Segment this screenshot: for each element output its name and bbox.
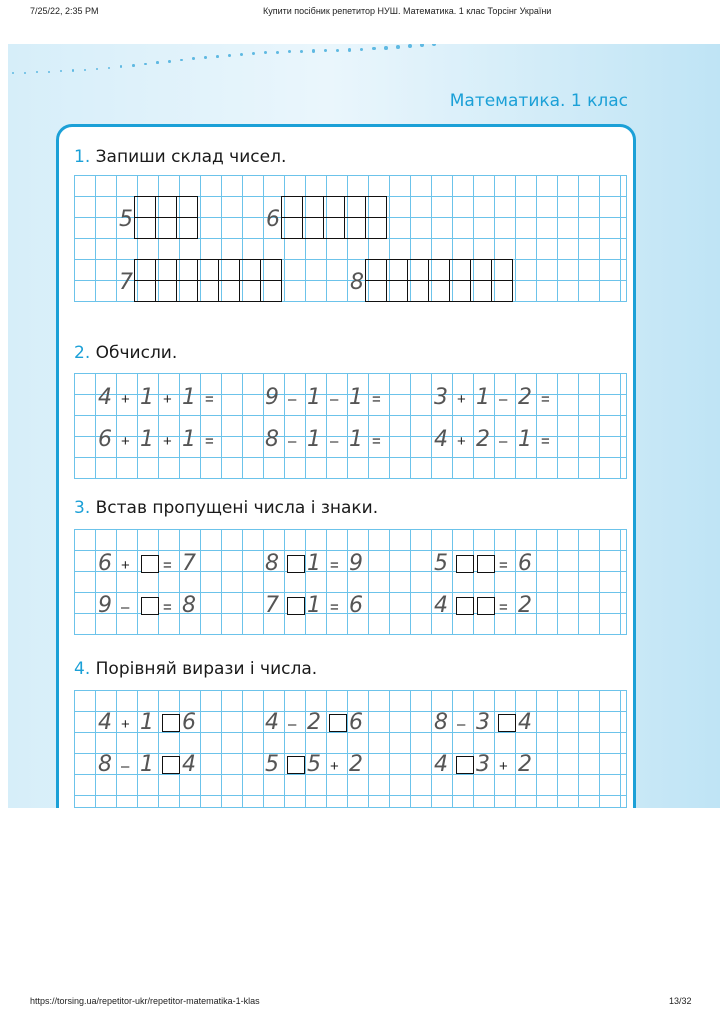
operator: – xyxy=(121,758,130,775)
answer-cell[interactable] xyxy=(344,196,366,218)
handwritten-digit: 1 xyxy=(140,385,154,410)
handwritten-digit: 3 xyxy=(476,710,490,735)
handwritten-digit: 3 xyxy=(434,385,448,410)
answer-cell[interactable] xyxy=(323,196,345,218)
answer-box[interactable] xyxy=(456,756,474,774)
answer-cell[interactable] xyxy=(470,259,492,281)
dot xyxy=(36,71,38,73)
operator: + xyxy=(121,433,130,450)
handwritten-digit: 1 xyxy=(140,427,154,452)
task-number: 1. xyxy=(74,147,91,167)
handwritten-digit: 9 xyxy=(265,385,279,410)
operator: + xyxy=(163,433,172,450)
answer-box[interactable] xyxy=(329,714,347,732)
operator: – xyxy=(330,433,339,450)
answer-box[interactable] xyxy=(162,756,180,774)
answer-box[interactable] xyxy=(477,597,495,615)
handwritten-digit: 2 xyxy=(476,427,490,452)
answer-box[interactable] xyxy=(498,714,516,732)
dot xyxy=(84,69,86,71)
answer-cell[interactable] xyxy=(218,259,240,281)
dot xyxy=(372,47,376,51)
handwritten-digit: 6 xyxy=(98,551,112,576)
answer-box[interactable] xyxy=(141,597,159,615)
dot xyxy=(96,68,98,70)
task-text: Обчисли. xyxy=(95,343,178,363)
handwritten-digit: 9 xyxy=(349,551,363,576)
handwritten-digit: 8 xyxy=(434,710,448,735)
handwritten-digit: 1 xyxy=(307,593,321,618)
answer-cell[interactable] xyxy=(302,217,324,239)
handwritten-digit: 2 xyxy=(518,593,532,618)
handwritten-digit: 1 xyxy=(140,752,154,777)
handwritten-number: 7 xyxy=(119,270,133,295)
handwritten-digit: 5 xyxy=(265,752,279,777)
answer-cell[interactable] xyxy=(323,217,345,239)
dot xyxy=(132,64,135,67)
answer-cell[interactable] xyxy=(176,280,198,302)
dot xyxy=(204,56,207,59)
operator: + xyxy=(330,758,339,775)
handwritten-digit: 1 xyxy=(307,385,321,410)
answer-cell[interactable] xyxy=(386,259,408,281)
answer-cell[interactable] xyxy=(470,280,492,302)
handwritten-digit: 6 xyxy=(518,551,532,576)
dot xyxy=(24,72,26,74)
dot xyxy=(360,48,363,51)
operator: – xyxy=(457,716,466,733)
operator: = xyxy=(541,433,550,450)
handwritten-digit: 4 xyxy=(434,593,448,618)
answer-cell[interactable] xyxy=(386,280,408,302)
answer-cell[interactable] xyxy=(365,217,387,239)
operator: = xyxy=(499,557,508,574)
answer-cell[interactable] xyxy=(260,280,282,302)
dot xyxy=(420,44,424,47)
handwritten-digit: 7 xyxy=(265,593,279,618)
handwritten-digit: 2 xyxy=(518,752,532,777)
handwritten-digit: 4 xyxy=(98,710,112,735)
dot xyxy=(192,57,195,60)
operator: – xyxy=(288,391,297,408)
handwritten-number: 8 xyxy=(350,270,364,295)
answer-cell[interactable] xyxy=(176,217,198,239)
answer-cell[interactable] xyxy=(176,196,198,218)
operator: + xyxy=(457,433,466,450)
workbook-page xyxy=(8,44,720,808)
operator: = xyxy=(330,557,339,574)
operator: – xyxy=(330,391,339,408)
handwritten-digit: 6 xyxy=(349,593,363,618)
dot xyxy=(72,69,74,71)
operator: – xyxy=(288,716,297,733)
operator: – xyxy=(499,391,508,408)
operator: + xyxy=(499,758,508,775)
handwritten-digit: 4 xyxy=(434,752,448,777)
operator: + xyxy=(121,716,130,733)
handwritten-digit: 4 xyxy=(265,710,279,735)
handwritten-digit: 6 xyxy=(182,710,196,735)
answer-cell[interactable] xyxy=(302,196,324,218)
answer-cell[interactable] xyxy=(197,259,219,281)
dot xyxy=(336,49,339,52)
subject-title: Математика. 1 клас xyxy=(449,91,628,111)
handwritten-digit: 5 xyxy=(434,551,448,576)
handwritten-digit: 4 xyxy=(98,385,112,410)
handwritten-digit: 4 xyxy=(518,710,532,735)
handwritten-digit: 1 xyxy=(182,385,196,410)
handwritten-digit: 1 xyxy=(518,427,532,452)
answer-cell[interactable] xyxy=(491,259,513,281)
dot xyxy=(396,45,400,49)
dot xyxy=(180,59,183,62)
operator: – xyxy=(121,599,130,616)
answer-cell[interactable] xyxy=(239,280,261,302)
answer-cell[interactable] xyxy=(281,196,303,218)
answer-cell[interactable] xyxy=(197,280,219,302)
dot xyxy=(324,49,327,52)
handwritten-digit: 2 xyxy=(518,385,532,410)
task-number: 3. xyxy=(74,498,91,518)
answer-cell[interactable] xyxy=(365,259,387,281)
answer-box[interactable] xyxy=(141,555,159,573)
answer-cell[interactable] xyxy=(344,217,366,239)
answer-box[interactable] xyxy=(456,597,474,615)
answer-cell[interactable] xyxy=(239,259,261,281)
handwritten-digit: 1 xyxy=(349,427,363,452)
dot xyxy=(120,65,122,67)
answer-box[interactable] xyxy=(477,555,495,573)
answer-cell[interactable] xyxy=(176,259,198,281)
operator: = xyxy=(163,599,172,616)
task-text: Порівняй вирази і числа. xyxy=(95,659,318,679)
answer-cell[interactable] xyxy=(428,280,450,302)
dot xyxy=(60,70,62,72)
answer-cell[interactable] xyxy=(134,280,156,302)
handwritten-digit: 8 xyxy=(265,427,279,452)
task-3-grid xyxy=(74,529,627,635)
answer-cell[interactable] xyxy=(365,196,387,218)
dot xyxy=(348,48,351,51)
operator: – xyxy=(499,433,508,450)
answer-box[interactable] xyxy=(287,597,305,615)
handwritten-digit: 1 xyxy=(140,710,154,735)
handwritten-digit: 2 xyxy=(307,710,321,735)
task-4-grid xyxy=(74,690,627,808)
dot xyxy=(144,63,147,66)
task-text: Запиши склад чисел. xyxy=(95,147,287,167)
task-2-title xyxy=(74,343,177,363)
answer-cell[interactable] xyxy=(155,259,177,281)
dot xyxy=(264,51,267,54)
dot xyxy=(312,49,315,52)
handwritten-digit: 3 xyxy=(476,752,490,777)
handwritten-digit: 8 xyxy=(265,551,279,576)
task-number: 2. xyxy=(74,343,91,363)
handwritten-digit: 1 xyxy=(476,385,490,410)
dot xyxy=(384,46,388,50)
handwritten-digit: 6 xyxy=(98,427,112,452)
handwritten-digit: 4 xyxy=(182,752,196,777)
answer-cell[interactable] xyxy=(155,217,177,239)
answer-cell[interactable] xyxy=(365,280,387,302)
answer-box[interactable] xyxy=(456,555,474,573)
answer-cell[interactable] xyxy=(134,196,156,218)
operator: = xyxy=(205,433,214,450)
print-page-title: Купити посібник репетитор НУШ. Математика. 1 клас Торсінг України xyxy=(263,6,552,16)
task-1-title xyxy=(74,147,286,167)
handwritten-digit: 6 xyxy=(349,710,363,735)
dot xyxy=(432,44,436,46)
answer-cell[interactable] xyxy=(155,196,177,218)
task-4-title xyxy=(74,659,317,679)
handwritten-digit: 1 xyxy=(307,551,321,576)
handwritten-digit: 8 xyxy=(98,752,112,777)
operator: + xyxy=(163,391,172,408)
handwritten-digit: 4 xyxy=(434,427,448,452)
handwritten-digit: 1 xyxy=(307,427,321,452)
task-3-title xyxy=(74,498,378,518)
dot xyxy=(300,50,303,53)
dot xyxy=(12,72,14,74)
operator: = xyxy=(499,599,508,616)
dot xyxy=(276,51,279,54)
print-url: https://torsing.ua/repetitor-ukr/repetitor-matematika-1-klas xyxy=(30,996,260,1006)
operator: + xyxy=(121,557,130,574)
operator: + xyxy=(121,391,130,408)
operator: = xyxy=(541,391,550,408)
operator: = xyxy=(372,391,381,408)
handwritten-digit: 8 xyxy=(182,593,196,618)
answer-cell[interactable] xyxy=(134,259,156,281)
dot xyxy=(252,52,255,55)
operator: = xyxy=(205,391,214,408)
print-page-number: 13/32 xyxy=(669,996,692,1006)
operator: = xyxy=(372,433,381,450)
handwritten-digit: 1 xyxy=(349,385,363,410)
handwritten-digit: 1 xyxy=(182,427,196,452)
dot xyxy=(240,53,243,56)
operator: + xyxy=(457,391,466,408)
dot xyxy=(288,50,291,53)
task-number: 4. xyxy=(74,659,91,679)
handwritten-digit: 2 xyxy=(349,752,363,777)
dot xyxy=(408,44,412,48)
answer-cell[interactable] xyxy=(449,259,471,281)
dot xyxy=(228,54,231,57)
answer-cell[interactable] xyxy=(218,280,240,302)
answer-box[interactable] xyxy=(287,555,305,573)
answer-cell[interactable] xyxy=(449,280,471,302)
answer-box[interactable] xyxy=(287,756,305,774)
answer-cell[interactable] xyxy=(428,259,450,281)
dot xyxy=(168,60,171,63)
handwritten-number: 5 xyxy=(119,207,133,232)
answer-cell[interactable] xyxy=(491,280,513,302)
task-text: Встав пропущені числа і знаки. xyxy=(95,498,379,518)
answer-cell[interactable] xyxy=(407,259,429,281)
answer-cell[interactable] xyxy=(155,280,177,302)
dot xyxy=(108,67,110,69)
operator: = xyxy=(330,599,339,616)
handwritten-digit: 9 xyxy=(98,593,112,618)
handwritten-digit: 7 xyxy=(182,551,196,576)
answer-cell[interactable] xyxy=(281,217,303,239)
answer-cell[interactable] xyxy=(260,259,282,281)
print-datetime: 7/25/22, 2:35 PM xyxy=(30,6,99,16)
operator: = xyxy=(163,557,172,574)
handwritten-number: 6 xyxy=(266,207,280,232)
handwritten-digit: 5 xyxy=(307,752,321,777)
dot xyxy=(156,61,159,64)
dot xyxy=(48,71,50,73)
operator: – xyxy=(288,433,297,450)
answer-box[interactable] xyxy=(162,714,180,732)
answer-cell[interactable] xyxy=(134,217,156,239)
answer-cell[interactable] xyxy=(407,280,429,302)
dot xyxy=(216,55,219,58)
